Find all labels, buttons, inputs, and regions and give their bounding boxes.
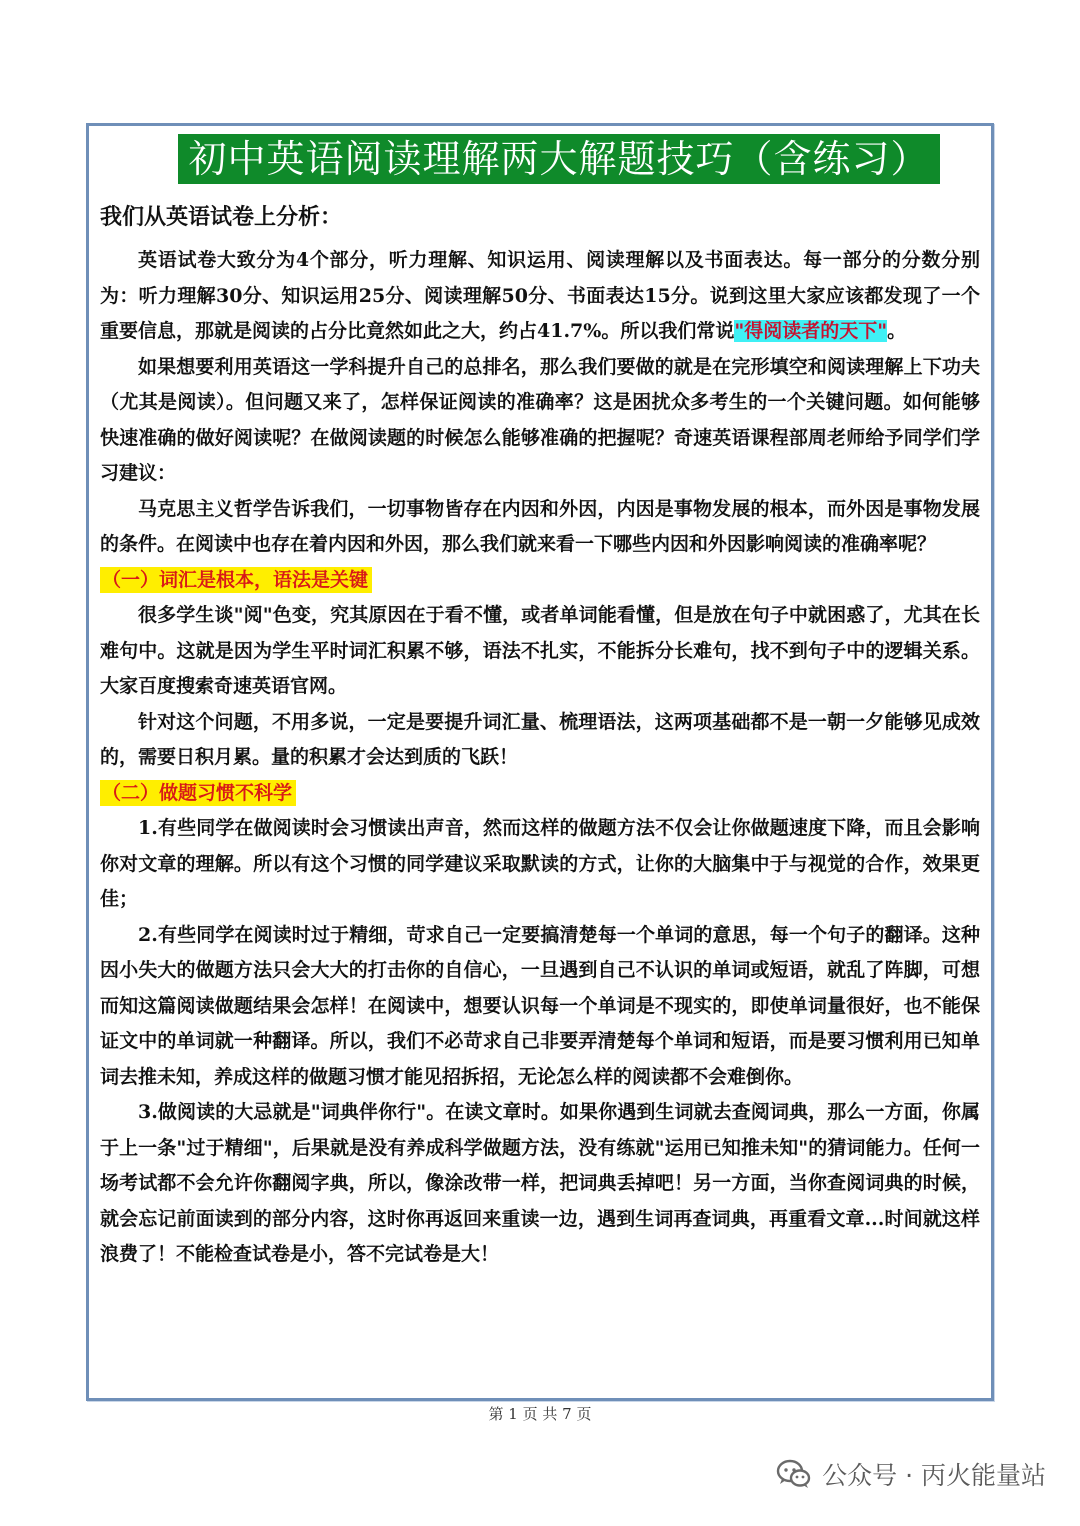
paragraph-3: 马克思主义哲学告诉我们，一切事物皆存在内因和外因，内因是事物发展的根本，而外因是事物发展的条件。在阅读中也存在着内因和外因，那么我们就来看一下哪些内因和外因影响阅读的准确率呢？ bbox=[100, 497, 980, 555]
document-title: 初中英语阅读理解两大解题技巧（含练习） bbox=[178, 134, 940, 184]
section-1-heading-text: （一）词汇是根本，语法是关键 bbox=[100, 567, 372, 593]
watermark-text: 公众号 · 丙火能量站 bbox=[822, 1461, 1046, 1490]
intro-heading: 我们从英语试卷上分析： bbox=[100, 204, 343, 230]
paragraph-1 bbox=[100, 243, 980, 350]
paragraph-6: 1.有些同学在做阅读时会习惯读出声音，然而这样的做题方法不仅会让你做题速度下降，而且会影响你对文章的理解。所以有这个习惯的同学建议采取默读的方式，让你的大脑集中于与视觉的合作，效果更佳； bbox=[100, 817, 980, 910]
paragraph-2: 如果想要利用英语这一学科提升自己的总排名，那么我们要做的就是在完形填空和阅读理解上下功夫（尤其是阅读）。但问题又来了，怎样保证阅读的准确率？这是困扰众多考生的一个关键问题。如何能够快速准确的做好阅读呢？在做阅读题的时候怎么能够准确的把握呢？奇速英语课程部周老师给予同学们学习建议： bbox=[100, 355, 980, 484]
paragraph-7: 2.有些同学在阅读时过于精细，苛求自己一定要搞清楚每一个单词的意思，每一个句子的翻译。这种因小失大的做题方法只会大大的打击你的自信心，一旦遇到自己不认识的单词或短语，就乱了阵脚，可想而知这篇阅读做题结果会怎样！在阅读中，想要认识每一个单词是不现实的，即使单词量很好，也不能保证文中的单词就一种翻译。所以，我们不必苛求自己非要弄清楚每个单词和短语，而是要习惯利用已知单词去推未知，养成这样的做题习惯才能见招拆招，无论怎么样的阅读都不会难倒你。 bbox=[100, 923, 980, 1088]
highlighted-quote: "得阅读者的天下" bbox=[734, 320, 888, 342]
section-2-heading bbox=[100, 776, 980, 812]
wechat-watermark bbox=[776, 1456, 1046, 1492]
paragraph-4: 很多学生谈"阅"色变，究其原因在于看不懂，或者单词能看懂，但是放在句子中就困惑了，尤其在长难句中。这就是因为学生平时词汇积累不够，语法不扎实，不能拆分长难句，找不到句子中的逻辑关系。大家百度搜索奇速英语官网。 bbox=[100, 604, 980, 697]
section-1-heading bbox=[100, 563, 980, 599]
paragraph-1-text: 英语试卷大致分为4个部分，听力理解、知识运用、阅读理解以及书面表达。每一部分的分数分别为：听力理解30分、知识运用25分、阅读理解50分、书面表达15分。说到这里大家应该都发现了一个重要信息，那就是阅读的占分比竟然如此之大，约占41.7%。所以我们常说 bbox=[100, 249, 980, 342]
document-body bbox=[100, 243, 980, 1273]
paragraph-5: 针对这个问题，不用多说，一定是要提升词汇量、梳理语法，这两项基础都不是一朝一夕能够见成效的，需要日积月累。量的积累才会达到质的飞跃！ bbox=[100, 710, 980, 768]
section-2-heading-text: （二）做题习惯不科学 bbox=[100, 780, 296, 806]
paragraph-8: 3.做阅读的大忌就是"词典伴你行"。在读文章时。如果你遇到生词就去查阅词典，那么一方面，你属于上一条"过于精细"，后果就是没有养成科学做题方法，没有练就"运用已知推未知"的猜词能力。任何一场考试都不会允许你翻阅字典，所以，像涂改带一样，把词典丢掉吧！另一方面，当你查阅词典的时候，就会忘记前面读到的部分内容，这时你再返回来重读一边，遇到生词再查词典，再重看文章...时间就这样浪费了！不能检查试卷是小，答不完试卷是大！ bbox=[100, 1101, 980, 1265]
wechat-icon bbox=[776, 1459, 812, 1489]
paragraph-1-end: 。 bbox=[887, 320, 907, 342]
page-number: 第 1 页 共 7 页 bbox=[488, 1405, 592, 1423]
